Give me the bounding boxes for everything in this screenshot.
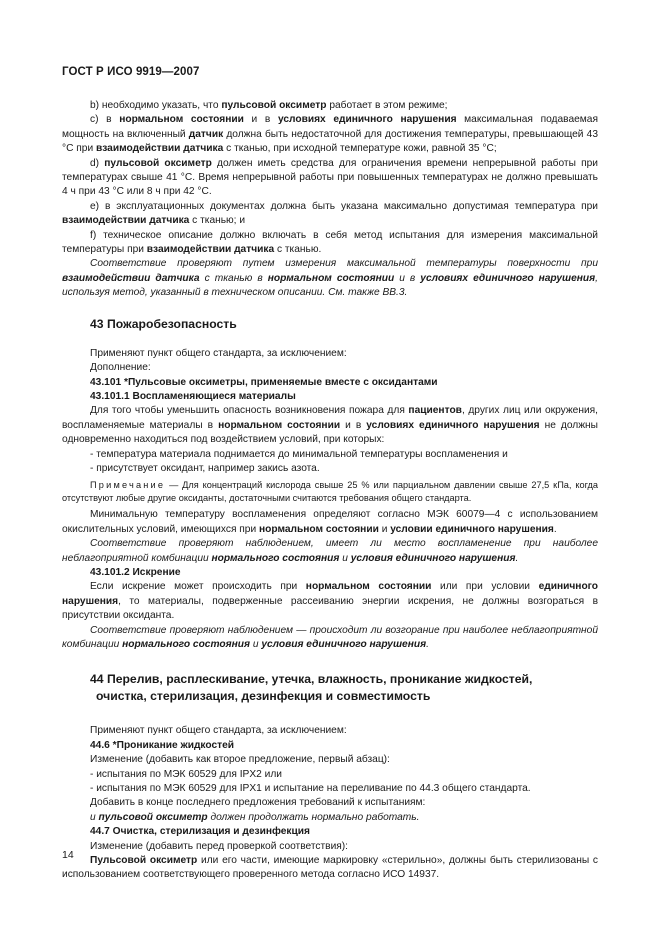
text: работает в этом режиме; — [326, 100, 448, 111]
heading: 43.101.1 Воспламеняющиеся материалы — [90, 390, 296, 402]
text: f) техническое описание должно включать в себя метод испытания для измерения максимальной температуры при — [62, 229, 598, 256]
text: максимальная подаваемая мощность на включенный — [62, 114, 598, 140]
heading: 43.101.2 Искрение — [90, 566, 181, 578]
page-number: 14 — [62, 849, 74, 861]
term: пульсовой оксиметр — [104, 157, 212, 169]
list-item: - температура материала поднимается до минимальной температуры воспламенения и — [90, 448, 508, 460]
text: Соответствие проверяют наблюдением — происходит ли возгорание при наиболее неблагоприятной комбинации — [62, 624, 598, 650]
text: должна быть недостаточной для достижения температуры, превышающей 43 °С при — [62, 128, 598, 155]
subsection-43-101-1-title — [62, 390, 598, 404]
text: b) необходимо указать, что — [90, 100, 222, 111]
text: и — [250, 639, 262, 650]
term: условиях единичного нарушения — [277, 114, 457, 126]
text: Минимальную температуру воспламенения определяют согласно МЭК 60079—4 с использованием окислительных условий, имеющихся при — [62, 509, 598, 535]
title-line: 44 Перелив, расплескивание, утечка, влажность, проникание жидкостей, — [90, 672, 533, 687]
text: должен продолжать нормально работать. — [207, 811, 420, 823]
text: , используя метод, указанный в техническом описании. См. также ВВ.3. — [62, 272, 598, 299]
text: с тканью в — [199, 272, 268, 284]
subsection-43-101-title — [62, 376, 598, 390]
text: . — [426, 639, 429, 650]
term: взаимодействии датчика — [62, 272, 200, 284]
change-note: Изменение (добавить как второе предложение, первый абзац): — [90, 754, 390, 766]
text: или его части, имеющие маркировку «стерильно», должны быть стерилизованы с использованием соответствующего проверенного метода согласно ИСО 14937. — [62, 855, 598, 881]
term: нормальном состоянии — [267, 272, 395, 284]
text: и в — [243, 114, 278, 126]
term: нормальном состоянии — [119, 114, 244, 126]
text: с тканью; и — [189, 215, 246, 227]
s43-addition: Дополнение: — [90, 362, 151, 374]
text: и в — [340, 419, 367, 431]
text: Соответствие проверяют путем измерения максимальной температуры поверхности при — [90, 258, 598, 270]
term: пациентов — [408, 405, 462, 417]
term: условиях единичного нарушения — [420, 272, 596, 284]
addition-note: Добавить в конце последнего предложения требований к испытаниям: — [90, 797, 426, 809]
document-body — [62, 99, 598, 883]
text: Для того чтобы уменьшить опасность возникновения пожара для — [90, 405, 409, 417]
term: датчик — [188, 128, 224, 140]
list-item: - испытания по МЭК 60529 для IPX1 и испытание на переливание по 44.3 общего стандарта. — [90, 783, 531, 795]
term: условия единичного нарушения — [261, 639, 427, 650]
note-text: — Для концентраций кислорода свыше 25 % или парциальном давлении свыше 27,5 кПа, когда отсутствуют любые другие оксиданты, достаточными считаются требования общего стандарта. — [62, 480, 598, 504]
text: и — [378, 523, 391, 535]
term: взаимодействии датчика — [146, 244, 275, 256]
text: должен иметь средства для ограничения времени непрерывной работы при температурах свыше 41 °С. Время непрерывной работы при повышенных температурах не должно превышать 4 ч при 43 °С или 8 ч при 42 °С. — [62, 157, 598, 198]
text: и — [339, 552, 351, 564]
s43-paragraph-2 — [62, 508, 598, 537]
s44-final-paragraph — [62, 854, 598, 883]
term: нормальном состоянии — [218, 419, 341, 431]
term: пульсовой оксиметр — [221, 100, 327, 111]
text: . — [515, 552, 519, 564]
term: нормальном состоянии — [305, 581, 432, 593]
s43-intro: Применяют пункт общего стандарта, за исключением: — [90, 347, 347, 359]
term: нормальном состоянии — [259, 523, 379, 535]
section-44-title — [62, 671, 598, 705]
subsection-43-101-2-title — [62, 566, 598, 580]
title-line: очистка, стерилизация, дезинфекция и совместимость — [96, 689, 431, 704]
compliance-paragraph — [62, 257, 598, 300]
note-label: Примечание — [90, 480, 166, 491]
list-item: - присутствует оксидант, например закись азота. — [90, 462, 320, 474]
heading: 43.101 *Пульсовые оксиметры, применяемые вместе с оксидантами — [90, 376, 438, 388]
text: с тканью. — [274, 244, 322, 256]
term: условия единичного нарушения — [350, 552, 516, 564]
item-e — [62, 200, 598, 229]
text: , других лиц или окружения, воспламеняемые материалы в — [62, 405, 598, 431]
term: нормального состояния — [122, 639, 250, 650]
text: не должны одновременно находиться под воздействием условий, при которых: — [62, 419, 598, 446]
item-d — [62, 157, 598, 200]
change-note: Изменение (добавить перед проверкой соответствия): — [90, 840, 349, 852]
term: взаимодействии датчика — [95, 143, 224, 155]
s43-paragraph-1 — [62, 404, 598, 447]
term: Пульсовой оксиметр — [90, 855, 198, 867]
term: пульсовой оксиметр — [98, 811, 208, 823]
text: e) в эксплуатационных документах должна быть указана максимально допустимая температура при — [90, 200, 598, 212]
note — [62, 479, 598, 505]
s44-intro: Применяют пункт общего стандарта, за исключением: — [90, 725, 347, 737]
text: Если искрение может происходить при — [90, 581, 306, 593]
item-b — [62, 99, 598, 113]
compliance-paragraph — [62, 624, 598, 653]
italic-requirement — [62, 811, 598, 825]
text: и в — [394, 272, 421, 284]
item-f — [62, 229, 598, 258]
subsection-44-7-title — [62, 825, 598, 839]
text: и — [90, 811, 99, 823]
text: с тканью, при исходной температуре кожи, равной 35 °С; — [223, 143, 497, 155]
section-43-title: 43 Пожаробезопасность — [90, 316, 237, 331]
term: нормального состояния — [211, 552, 340, 564]
item-c — [62, 113, 598, 156]
text: c) в — [90, 114, 120, 126]
text: . — [553, 523, 557, 535]
text: d) — [90, 157, 105, 169]
text: Соответствие проверяют наблюдением, имеет ли место воспламенение при наиболее неблагоприятной комбинации — [62, 538, 598, 564]
term: условии единичного нарушения — [390, 523, 554, 535]
term: условиях единичного нарушения — [366, 419, 540, 431]
s43-paragraph-3 — [62, 580, 598, 623]
subsection-44-6-title — [62, 739, 598, 753]
term: единичного нарушения — [62, 581, 598, 607]
compliance-paragraph — [62, 537, 598, 566]
document-header: ГОСТ Р ИСО 9919—2007 — [62, 66, 200, 78]
text: или при условии — [431, 581, 539, 593]
list-item: - испытания по МЭК 60529 для IPX2 или — [90, 768, 282, 780]
heading: 44.6 *Проникание жидкостей — [90, 739, 235, 751]
heading: 44.7 Очистка, стерилизация и дезинфекция — [90, 826, 310, 838]
term: взаимодействии датчика — [62, 215, 190, 227]
text: , то материалы, подверженные рассеиванию энергии искрения, не должны возгораться в присутствии оксиданта. — [62, 595, 598, 622]
